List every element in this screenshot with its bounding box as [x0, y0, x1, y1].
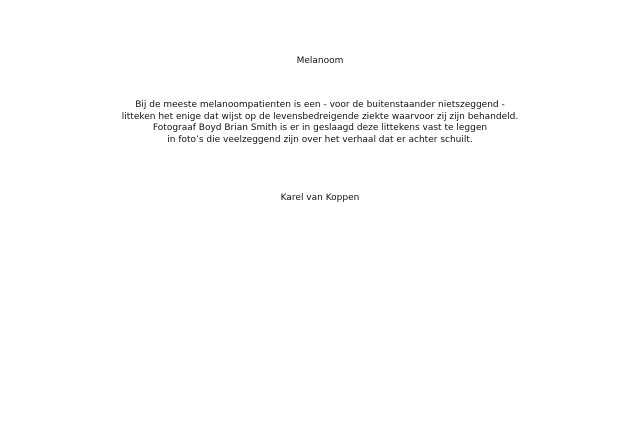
- paragraph-line: Fotograaf Boyd Brian Smith is er in geslaagd deze littekens vast te leggen: [152, 123, 488, 133]
- paragraph-line: in foto’s die veelzeggend zijn over het verhaal dat er achter schuilt.: [167, 134, 473, 145]
- paragraph-line: litteken het enige dat wijst op de levensbedreigende ziekte waarvoor zij zijn behandeld.: [121, 111, 519, 122]
- intro-paragraph: [0, 100, 640, 146]
- paragraph-line: Bij de meeste melanoompatienten is een - voor de buitenstaander nietszeggend -: [135, 100, 505, 110]
- author-name: Karel van Koppen: [280, 193, 360, 203]
- document-title: Melanoom: [296, 56, 344, 66]
